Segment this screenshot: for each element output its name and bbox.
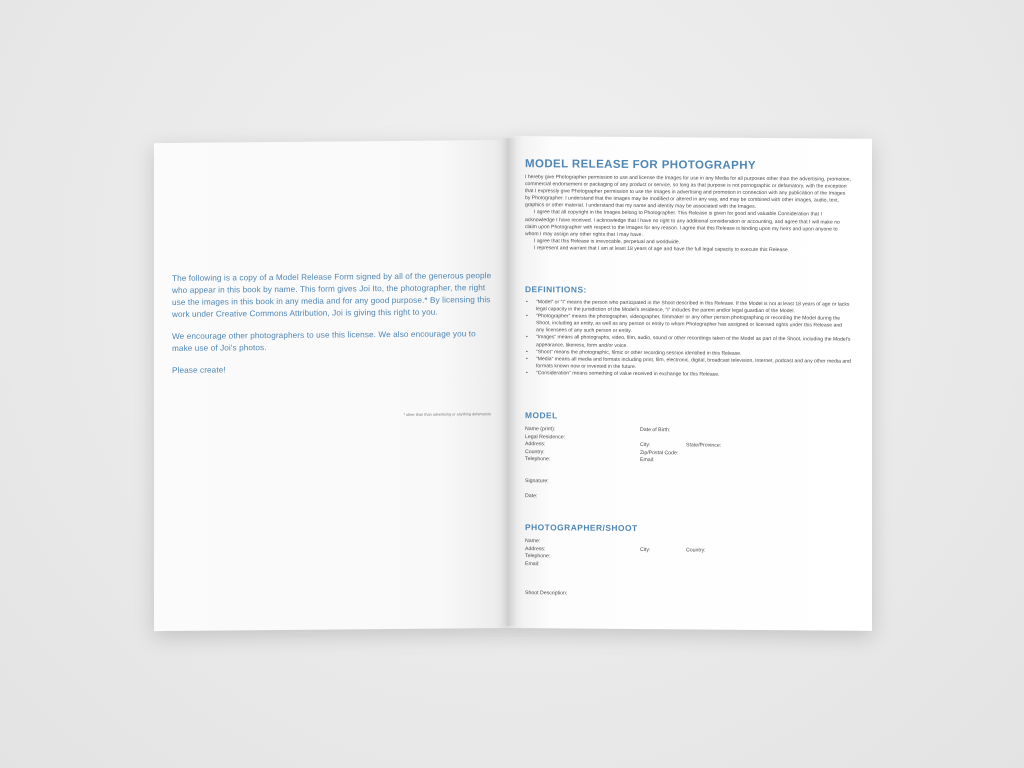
intro-text: [172, 270, 492, 387]
model-legal-residence-field: Legal Residence:: [525, 433, 566, 440]
form-title: MODEL RELEASE FOR PHOTOGRAPHY: [525, 158, 756, 172]
release-paragraph: I agree that all copyright in the Images belong to Photographer. This Release is given for good and valuable Consideration that I acknowledge I have received. I acknowledge that I have no right to any additional consideration or accounting, and agree that I will make no claim upon Photographer with respect to the Images for any reason. I agree that this Release is binding upon my heirs and upon anyone to whom I may assign any other rights that I may have.: [525, 209, 840, 238]
definition-item: • “Images” means all photographs, video, film, audio, sound or other recordings taken of the Model as part of the Shoot, including the Model's appearance, likeness, form and/or voice.: [536, 335, 851, 352]
definitions-heading: DEFINITIONS:: [525, 284, 587, 295]
model-date-field: Date:: [525, 493, 538, 500]
model-state-field: State/Province:: [686, 442, 722, 449]
release-form: [525, 158, 851, 255]
footnote: * other than than advertising or anything defamatory: [403, 412, 491, 417]
definition-item: • “Consideration” means something of value received in exchange for this Release.: [536, 370, 851, 380]
photographer-name-field: Name:: [525, 538, 541, 545]
photographer-telephone-field: Telephone:: [525, 553, 551, 560]
definitions-list: [525, 299, 851, 380]
photographer-email-field: Email:: [525, 560, 540, 567]
intro-paragraph: The following is a copy of a Model Release Form signed by all of the generous people who appear in this book by name. This form gives Joi Ito, the photographer, the right use the images in this book in any media and for any good purpose.* By licensing this work under Creative Commons Attribution, Joi is giving this right to you.: [172, 271, 492, 319]
left-page: [154, 140, 509, 631]
definition-item: • “Media” means all media and formats including print, film, electronic, digital, broadcast television, Internet, podcast and any other media and formats known now or invented in the future.: [536, 356, 851, 373]
model-dob-field: Date of Birth:: [640, 427, 671, 434]
definition-item: • “Shoot” means the photographic, filmic or other recording session identified in this Release.: [536, 349, 851, 359]
open-booklet: [154, 136, 872, 628]
right-page: [509, 136, 872, 631]
shoot-description-field: Shoot Description:: [525, 590, 568, 597]
model-signature-field: Signature:: [525, 478, 549, 485]
model-heading: MODEL: [525, 410, 558, 421]
model-city-field: City:: [640, 442, 651, 449]
intro-paragraph: We encourage other photographers to use this license. We also encourage you to make use of Joi's photos.: [172, 329, 476, 353]
release-paragraph: I agree that this Release is irrevocable, perpetual and worldwide.: [534, 238, 681, 246]
definition-item: • “Photographer” means the photographer, videographer, filmmaker or any other person photographing or recording the Model during the Shoot, including an entity, as well as any person or entity to whom Photographer has assigned or licensed rights under this Release and any licensees of any such person or entity.: [536, 313, 851, 337]
model-telephone-field: Telephone:: [525, 456, 551, 463]
photographer-country-field: Country:: [686, 546, 706, 554]
photographer-city-field: City:: [640, 546, 651, 553]
definition-item: • “Model” or “I” means the person who participated in the Shoot described in this Release. If the Model is not at least 18 years of age or lacks legal capacity in the jurisdiction of the Model's residence, “I” includes the parent and/or legal guardian of the Model.: [536, 299, 851, 316]
release-paragraph: I hereby give Photographer permission to use and license the Images for use in any Media for all purposes other than the advertising, promotion, commercial endorsement or packaging of any product or service, so long as that purpose is not pornographic or defamatory, with the exception that I expressly give Photographer permission to use the Images in advertising and promotion in connection with any publication of the Images by Photographer. I understand that the Images may be modified or altered in any way, and may be combined with other images, audio, text, graphics or other material. I understand that my name and identity may be associated with the Images.: [525, 174, 851, 211]
model-address-field: Address:: [525, 441, 546, 448]
model-country-field: Country:: [525, 448, 545, 455]
intro-closing: Please create!: [172, 365, 226, 375]
photographer-address-field: Address:: [525, 545, 546, 552]
model-zip-field: Zip/Postal Code:: [640, 449, 679, 456]
release-paragraph: I represent and warrant that I am at least 18 years of age and have the full legal capacity to execute this Release.: [534, 245, 790, 254]
model-email-field: Email:: [640, 457, 655, 464]
photographer-heading: PHOTOGRAPHER/SHOOT: [525, 522, 638, 534]
model-name-field: Name (print):: [525, 426, 556, 433]
